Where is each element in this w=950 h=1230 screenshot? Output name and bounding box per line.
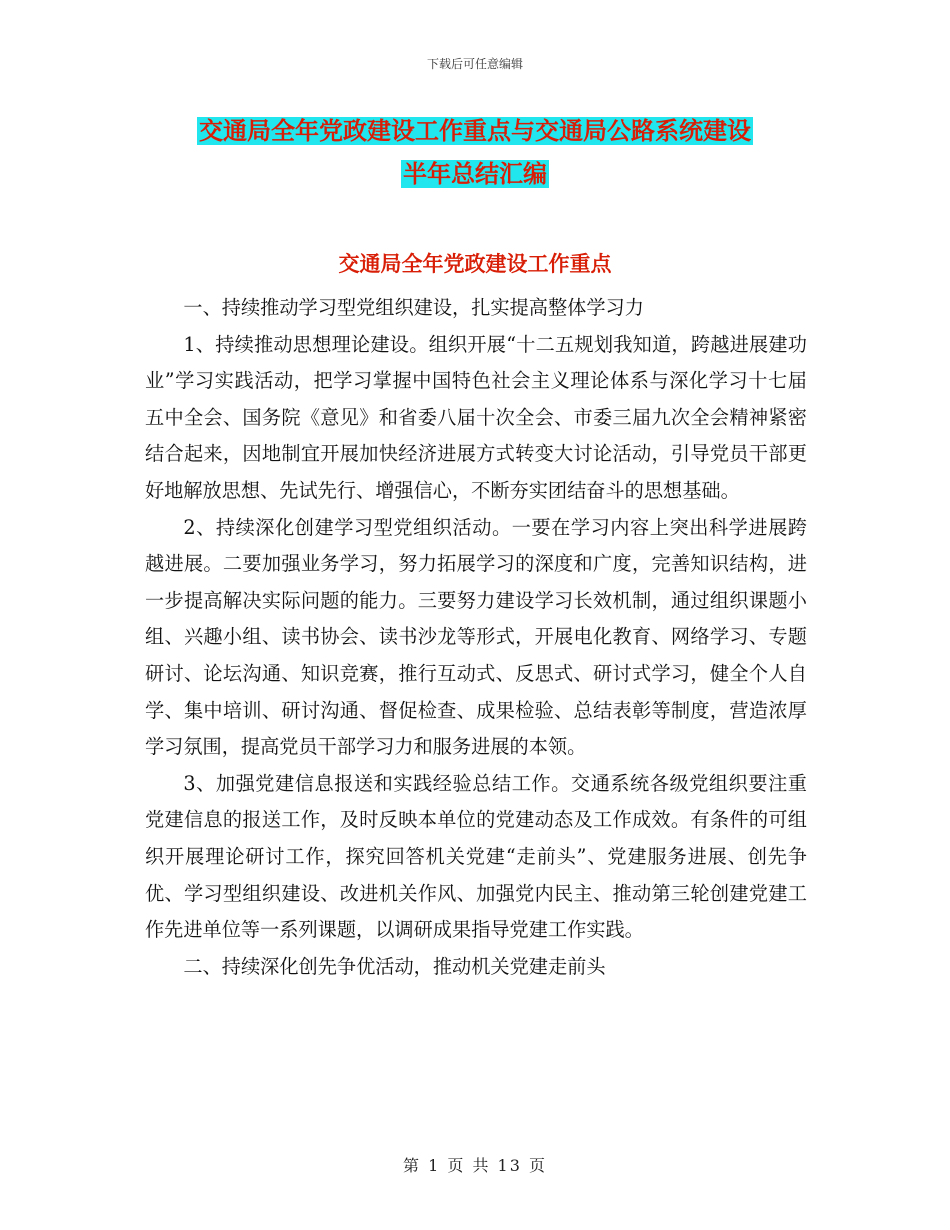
document-title-line-1 xyxy=(145,113,805,149)
paragraph-heading-2: 二、持续深化创先争优活动，推动机关党建走前头 xyxy=(183,954,606,978)
document-body xyxy=(145,290,807,985)
paragraph-heading-1: 一、持续推动学习型党组织建设，扎实提高整体学习力 xyxy=(183,296,644,319)
page-footer: 第 1 页 共 13 页 xyxy=(403,1156,547,1175)
section-title: 交通局全年党政建设工作重点 xyxy=(338,252,612,276)
document-title-line-2 xyxy=(145,156,805,192)
title-highlight: 交通局全年党政建设工作重点与交通局公路系统建设 xyxy=(199,117,751,145)
paragraph-3: 3、加强党建信息报送和实践经验总结工作。交通系统各级党组织要注重党建信息的报送工作，及时反映本单位的党建动态及工作成效。有条件的可组织开展理论研讨工作，探究回答机关党建“走前头”、党建服务进展、创先争优、学习型组织建设、改进机关作风、加强党内民主、推动第三轮创建党建工作先进单位等一系列课题，以调研成果指导党建工作实践。 xyxy=(145,771,807,942)
header-note: 下载后可任意编辑 xyxy=(426,57,523,71)
paragraph-1: 1、持续推动思想理论建设。组织开展“十二五规划我知道，跨越进展建功业”学习实践活动，把学习掌握中国特色社会主义理论体系与深化学习十七届五中全会、国务院《意见》和省委八届十次全会、市委三届九次全会精神紧密结合起来，因地制宜开展加快经济进展方式转变大讨论活动，引导党员干部更好地解放思想、先试先行、增强信心，不断夯实团结奋斗的思想基础。 xyxy=(145,332,807,502)
title-highlight: 半年总结汇编 xyxy=(403,160,547,188)
paragraph-2: 2、持续深化创建学习型党组织活动。一要在学习内容上突出科学进展跨越进展。二要加强业务学习，努力拓展学习的深度和广度，完善知识结构，进一步提高解决实际问题的能力。三要努力建设学习长效机制，通过组织课题小组、兴趣小组、读书协会、读书沙龙等形式，开展电化教育、网络学习、专题研讨、论坛沟通、知识竞赛，推行互动式、反思式、研讨式学习，健全个人自学、集中培训、研讨沟通、督促检查、成果检验、总结表彰等制度，营造浓厚学习氛围，提高党员干部学习力和服务进展的本领。 xyxy=(145,515,807,759)
